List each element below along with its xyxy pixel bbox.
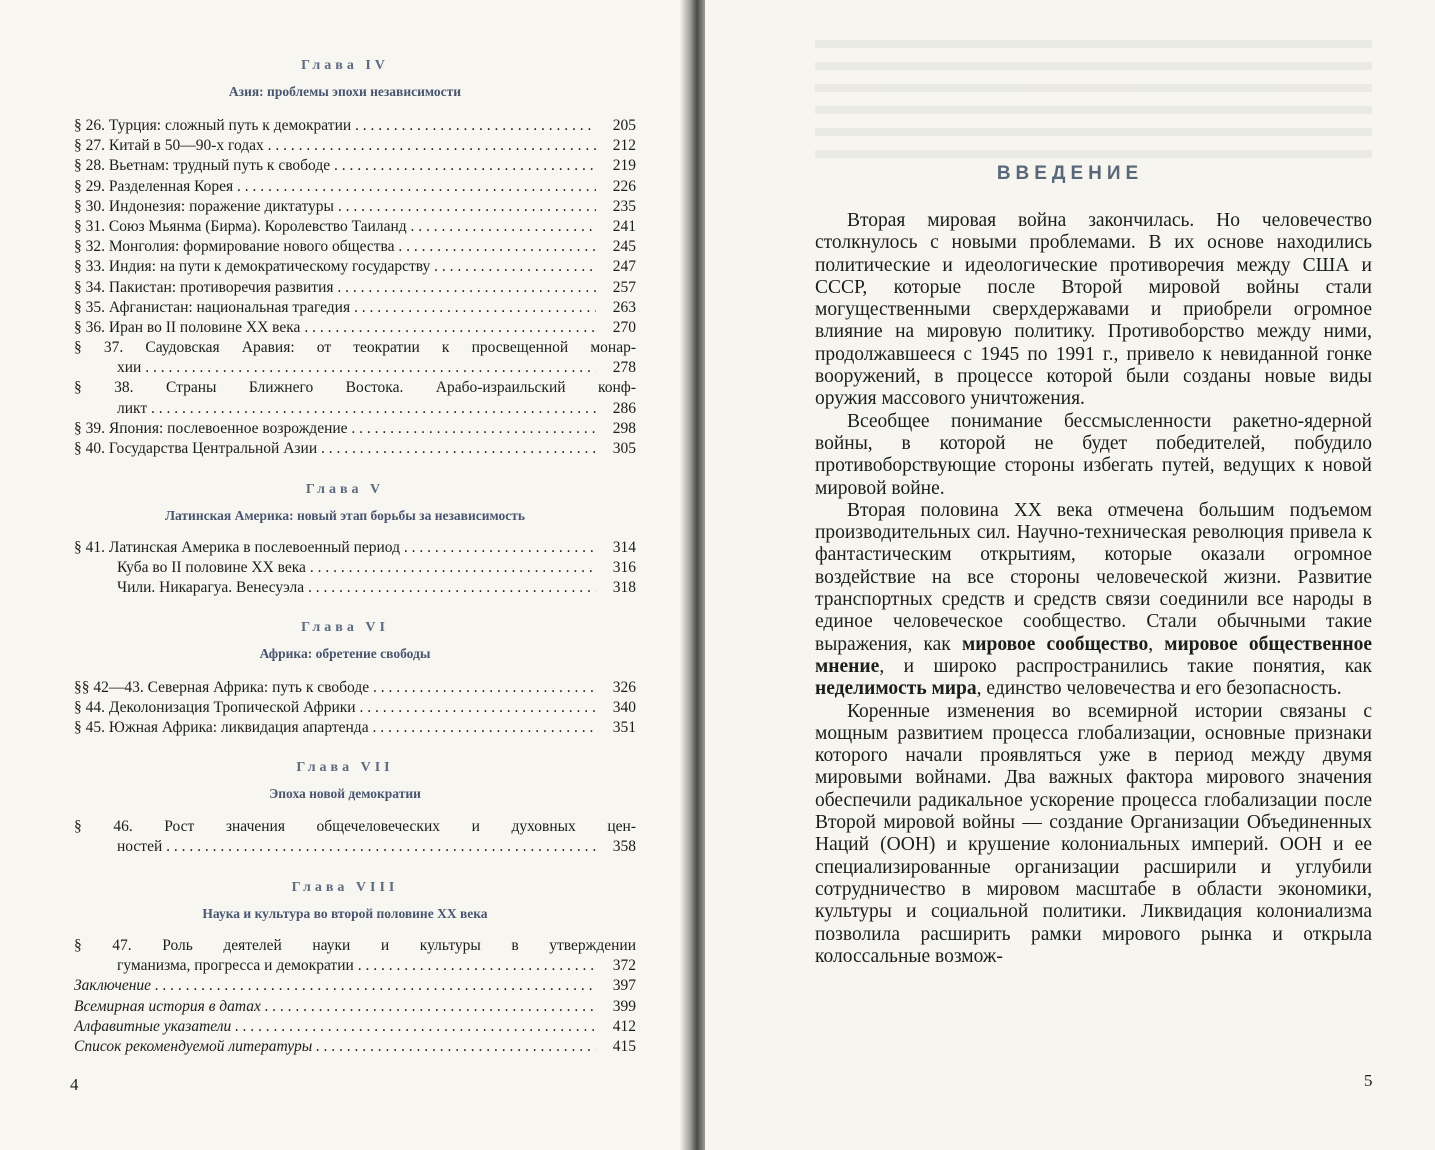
toc-entry [74,378,636,398]
paragraph [815,411,1372,500]
toc-entry-page: 351 [612,719,636,737]
toc-entry-page: 314 [612,539,636,556]
chapter-label: Глава VII [296,760,394,775]
toc-entry-page: 235 [612,197,636,215]
toc-entry-title: § 38. Страны Ближнего Востока. Арабо-израильский конф- [74,379,636,397]
chapter-label: Глава VIII [291,880,399,895]
toc-entry-page: 326 [612,679,636,696]
toc-entry-title: § 35. Афганистан: национальная трагедия . . . [74,298,596,318]
toc-entry-page: 212 [612,137,636,155]
toc-entry [74,156,636,176]
toc-entry [74,698,636,718]
text-run: Вторая мировая война закончилась. Но человечество столкнулось с новыми проблемами. В их основе находились политические и идеологические противоречия между США и СССР, которые после Второй мировой войны стали могущественными сверхдержавами и приобрели огромное влияние на мировую политику. Противоборство между ними, продолжавшееся с 1945 по 1991 г., привело к невиданной гонке вооружений, в процессе которой были созданы новые виды оружия массового уничтожения. [815,210,1372,410]
toc-entry-title: Куба во II половине XX века . . . [74,558,596,578]
text-run: , и широко распространились такие понятия, как [879,655,1372,677]
toc-entry-page: 397 [612,977,636,995]
toc-entry-title: § 30. Индонезия: поражение диктатуры . . . [74,197,596,217]
toc-entry [74,837,636,857]
toc-entry [74,338,636,358]
toc-entry-page: 399 [612,997,636,1015]
toc-entry [74,538,636,558]
toc-entry-page: 247 [612,258,636,276]
toc-entry [74,678,636,698]
paragraph [815,210,1372,411]
toc-entry-title: Заключение . . . [74,976,596,996]
toc-entry [74,399,636,419]
toc-entry [74,318,636,338]
toc-entry-page: 219 [612,157,636,175]
show-through-text [815,40,1372,160]
toc-entry-page: 270 [612,318,636,336]
toc-list [74,936,636,1057]
toc-entry-title: §§ 42—43. Северная Африка: путь к свободе . . . [74,678,596,698]
toc-entry [74,136,636,156]
paragraph [815,500,1372,701]
chapter-label: Глава IV [301,58,389,73]
toc-list [74,538,636,599]
paragraph [815,701,1372,969]
bold-term: мировое сообщество [961,633,1149,655]
text-run: , единство человечества и его безопасность. [976,678,1342,700]
toc-entry-title: гуманизма, прогресса и демократии . . . [74,956,596,976]
toc-entry [74,718,636,738]
page-number-right: 5 [1364,1071,1373,1090]
toc-entry [74,217,636,237]
toc-entry-page: 278 [612,359,636,377]
introduction-title: ВВЕДЕНИЕ [996,163,1144,184]
toc-entry [74,237,636,257]
text-run: Вторая половина XX века отмечена большим подъемом производительных сил. Научно-техническая революция привела к фантастическим открытиям, которые оказали огромное воздействие на все стороны человеческой жизни. Развитие транспортных средств и средств связи соединили все народы в единое человеческое сообщество. Стали обычными такие выражения, как [815,499,1372,655]
toc-entry-title: § 45. Южная Африка: ликвидация апартенда . . . [74,718,596,738]
bold-term: мировое общественное мнение [815,633,1372,677]
toc-entry-page: 316 [612,559,636,577]
chapter-title: Азия: проблемы эпохи независимости [228,84,462,99]
toc-entry-title: § 46. Рост значения общечеловеческих и духовных цен- [74,818,636,835]
toc-entry-title: § 31. Союз Мьянма (Бирма). Королевство Таиланд . . . [74,217,596,237]
toc-entry-title: § 40. Государства Центральной Азии . . . [74,439,596,459]
toc-entry-title: § 44. Деколонизация Тропической Африки . . . [74,698,596,718]
toc-entry [74,257,636,277]
toc-entry [74,578,636,598]
chapter-title: Наука и культура во второй половине XX века [202,906,488,921]
toc-entry [74,116,636,136]
toc-entry [74,419,636,439]
toc-entry [74,197,636,217]
text-run: , [1148,633,1165,655]
toc-entry-title: § 36. Иран во II половине XX века . . . [74,318,596,338]
toc-entry-title: ликт . . . [74,399,596,419]
toc-entry-page: 241 [612,217,636,235]
introduction-body [815,210,1372,968]
toc-entry-page: 412 [612,1017,636,1035]
toc-entry-page: 358 [612,838,636,856]
toc-entry-title: § 28. Вьетнам: трудный путь к свободе . . . [74,156,596,176]
chapter-label: Глава V [305,482,385,497]
toc-entry-page: 318 [612,579,636,597]
toc-entry [74,956,636,976]
toc-entry-page: 257 [612,278,636,296]
toc-entry-title: § 37. Саудовская Аравия: от теократии к просвещенной монар- [74,339,636,357]
chapter-label: Глава VI [301,620,389,635]
bold-term: неделимость мира [815,678,977,700]
toc-entry-title: хии . . . [74,358,596,378]
toc-entry-page: 372 [612,957,636,975]
toc-entry [74,439,636,459]
toc-entry [74,177,636,197]
toc-entry [74,997,636,1017]
toc-entry-title: § 32. Монголия: формирование нового общества . . . [74,237,596,257]
toc-list [74,116,636,459]
toc-entry [74,936,636,956]
toc-entry-page: 245 [612,238,636,256]
toc-entry [74,1037,636,1057]
toc-entry-title: § 29. Разделенная Корея . . . [74,177,596,197]
toc-entry-title: § 27. Китай в 50—90-х годах . . . [74,136,596,156]
toc-entry-page: 205 [612,117,636,134]
toc-entry-title: § 41. Латинская Америка в послевоенный период . . . [74,538,596,558]
toc-entry-page: 286 [612,399,636,417]
toc-entry [74,817,636,837]
toc-list [74,678,636,739]
toc-entry-page: 298 [612,419,636,437]
text-run: Всеобщее понимание бессмысленности ракетно-ядерной войны, в которой не будет победителей, побудило противоборствующие стороны избегать путей, ведущих к новой мировой войне. [815,410,1372,499]
toc-entry [74,1017,636,1037]
toc-entry-title: Чили. Никарагуа. Венесуэла . . . [74,578,596,598]
left-page-table-of-contents [0,0,690,1150]
toc-entry-title: § 33. Индия: на пути к демократическому государству . . . [74,257,596,277]
toc-entry-page: 340 [612,699,636,717]
toc-entry [74,278,636,298]
toc-entry-page: 415 [612,1037,636,1055]
chapter-title: Африка: обретение свободы [259,646,431,661]
toc-entry-page: 226 [612,177,636,195]
toc-entry [74,298,636,318]
toc-entry-title: Всемирная история в датах . . . [74,997,596,1017]
chapter-title: Латинская Америка: новый этап борьбы за независимость [164,508,526,523]
toc-entry [74,558,636,578]
toc-entry-title: § 47. Роль деятелей науки и культуры в утверждении [74,937,636,954]
right-page-introduction [705,0,1435,1150]
toc-entry-title: § 39. Япония: послевоенное возрождение . . . [74,419,596,439]
toc-entry-title: ностей . . . [74,837,596,857]
chapter-title: Эпоха новой демократии [269,786,421,801]
toc-entry-title: Список рекомендуемой литературы . . . [74,1037,596,1057]
toc-entry-title: Алфавитные указатели . . . [74,1017,596,1037]
text-run: Коренные изменения во всемирной истории связаны с мощным развитием процесса глобализации, основные признаки которого начали проявляться уже в период между двумя мировыми войнами. Два важных фактора мирового значения обеспечили радикальное ускорение процесса глобализации после Второй мировой войны — создание Организации Объединенных Наций (ООН) и крушение колониальных империй. ООН и ее специализированные организации расширили и углубили сотрудничество в мировом масштабе в области экономики, культуры и социальной политики. Ликвидация колониализма позволила расширить рамки мирового рынка и открыла колоссальные возмож- [815,700,1372,967]
toc-entry-title: § 34. Пакистан: противоречия развития . . . [74,278,596,298]
toc-entry-page: 263 [612,298,636,316]
page-number-left: 4 [70,1075,79,1094]
toc-entry-title: § 26. Турция: сложный путь к демократии . . . [74,116,596,136]
toc-list [74,817,636,857]
toc-entry-page: 305 [612,440,636,457]
toc-entry [74,358,636,378]
toc-entry [74,976,636,996]
